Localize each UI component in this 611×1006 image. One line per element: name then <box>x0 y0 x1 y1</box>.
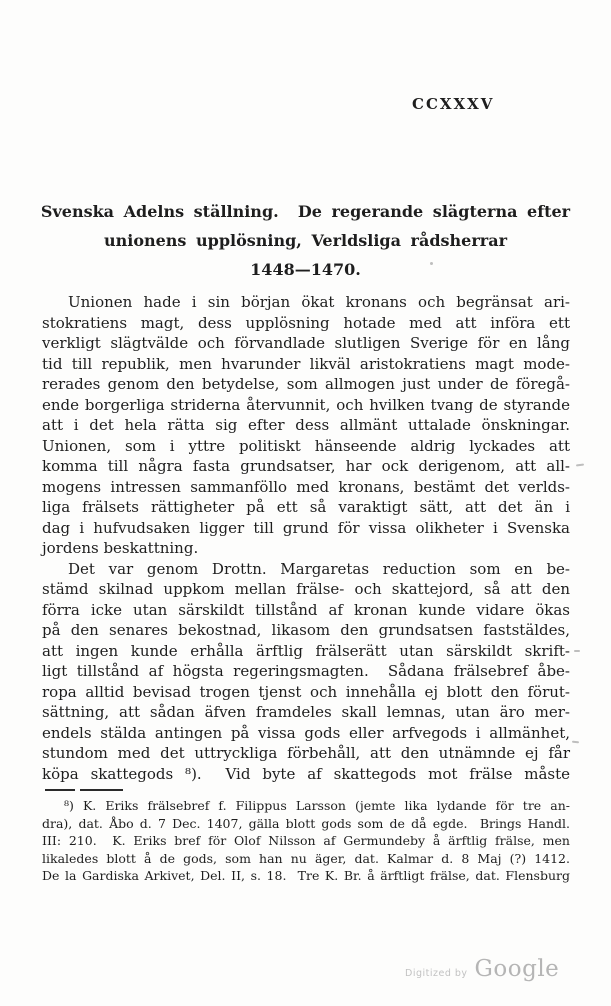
body-text-line: rerades genom den betydelse, som allmogen just under de föregå- <box>42 375 570 393</box>
scan-artifact <box>576 463 584 466</box>
body-text-line: ropa alltid bevisad trogen tjenst och innehålla ej blott den förut- <box>42 682 570 701</box>
body-paragraph-1 <box>42 292 570 559</box>
body-text-line: liga frälsets rättigheter på ett så varaktigt sätt, att det än i <box>42 498 570 516</box>
page-number: CCXXXV <box>412 95 495 113</box>
digitized-by-label: Digitized by <box>405 968 468 979</box>
body-text-line: stämd skilnad uppkom mellan frälse- och skattejord, så att den <box>42 580 570 598</box>
body-text-line: ligt tillstånd af högsta regeringsmagten. Sådana frälsebref åbe- <box>42 662 570 680</box>
footnote-line: III: 210. K. Eriks bref för Olof Nilsson af Germundeby å ärftlig frälse, men <box>42 833 570 849</box>
body-text-line: sättning, att sådan äfven framdeles skall lemnas, utan äro mer- <box>42 703 570 721</box>
body-text-line: dag i hufvudsaken ligger till grund för vissa olikheter i Svenska <box>42 518 570 537</box>
google-logo: Google <box>474 956 560 982</box>
body-text-line: förra icke utan särskildt tillstånd af kronan kunde vidare ökas <box>42 600 570 619</box>
body-text-line: komma till några fasta grundsatser, har ock derigenom, att all- <box>42 457 570 475</box>
heading-line-3: 1448—1470. <box>250 260 361 279</box>
footnote-line: De la Gardiska Arkivet, Del. II, s. 18. Tre K. Br. å ärftligt frälse, dat. Flensburg <box>42 868 570 884</box>
footnote <box>42 797 570 885</box>
body-text-line: på den senares bekostnad, likasom den grundsatsen faststäldes, <box>42 621 570 639</box>
body-text-line: endels stälda antingen på vissa gods eller arfvegods i allmänhet, <box>42 723 570 742</box>
body-text-line: Det var genom Drottn. Margaretas reduction som en be- <box>68 559 570 578</box>
body-text-line: att i det hela rätta sig efter dess allmänt uttalade önskningar. <box>42 416 570 434</box>
body-paragraph-2 <box>42 559 570 785</box>
heading-line-1: Svenska Adelns ställning. De regerande slägterna efter <box>40 202 571 221</box>
body-text-line: ende borgerliga striderna återvunnit, och hvilken tvang de styrande <box>42 395 570 414</box>
footnote-line: dra), dat. Åbo d. 7 Dec. 1407, gälla blott gods som de då egde. Brings Handl. <box>42 815 570 831</box>
body-text-line: köpa skattegods ⁸). Vid byte af skattegods mot frälse måste <box>42 764 570 783</box>
digitization-watermark <box>405 956 559 982</box>
body-text-line: Unionen hade i sin början ökat kronans och begränsat ari- <box>68 293 570 311</box>
scan-artifact <box>574 650 580 652</box>
body-text-line: att ingen kunde erhålla ärftlig frälserätt utan särskildt skrift- <box>42 641 570 660</box>
chapter-heading <box>40 197 571 284</box>
scan-artifact <box>572 741 579 744</box>
body-text-line: verkligt slägtvälde och förvandlade slutligen Sverige för en lång <box>42 334 570 352</box>
footnote-line: likaledes blott å de gods, som han nu äger, dat. Kalmar d. 8 Maj (?) 1412. <box>42 850 570 866</box>
body-text-line: stundom med det uttryckliga förbehåll, att den utnämnde ej får <box>42 744 570 762</box>
body-text-line: stokratiens magt, dess upplösning hotade med att införa ett <box>42 313 570 332</box>
body-text <box>42 292 570 784</box>
footnote-line: ⁸) K. Eriks frälsebref f. Filippus Larsson (jemte lika lydande för tre an- <box>64 798 570 813</box>
scan-artifact <box>430 262 433 265</box>
footnote-separator-rule <box>45 789 123 791</box>
body-text-line: mogens intressen sammanföllo med kronans, bestämt det verlds- <box>42 477 570 496</box>
body-text-line: jordens beskattning. <box>42 539 199 557</box>
body-text-line: Unionen, som i yttre politiskt hänseende aldrig lyckades att <box>42 436 570 455</box>
heading-line-2: unionens upplösning, Verldsliga rådsherrar <box>103 231 508 250</box>
body-text-line: tid till republik, men hvarunder likväl aristokratiens magt mode- <box>42 354 570 373</box>
